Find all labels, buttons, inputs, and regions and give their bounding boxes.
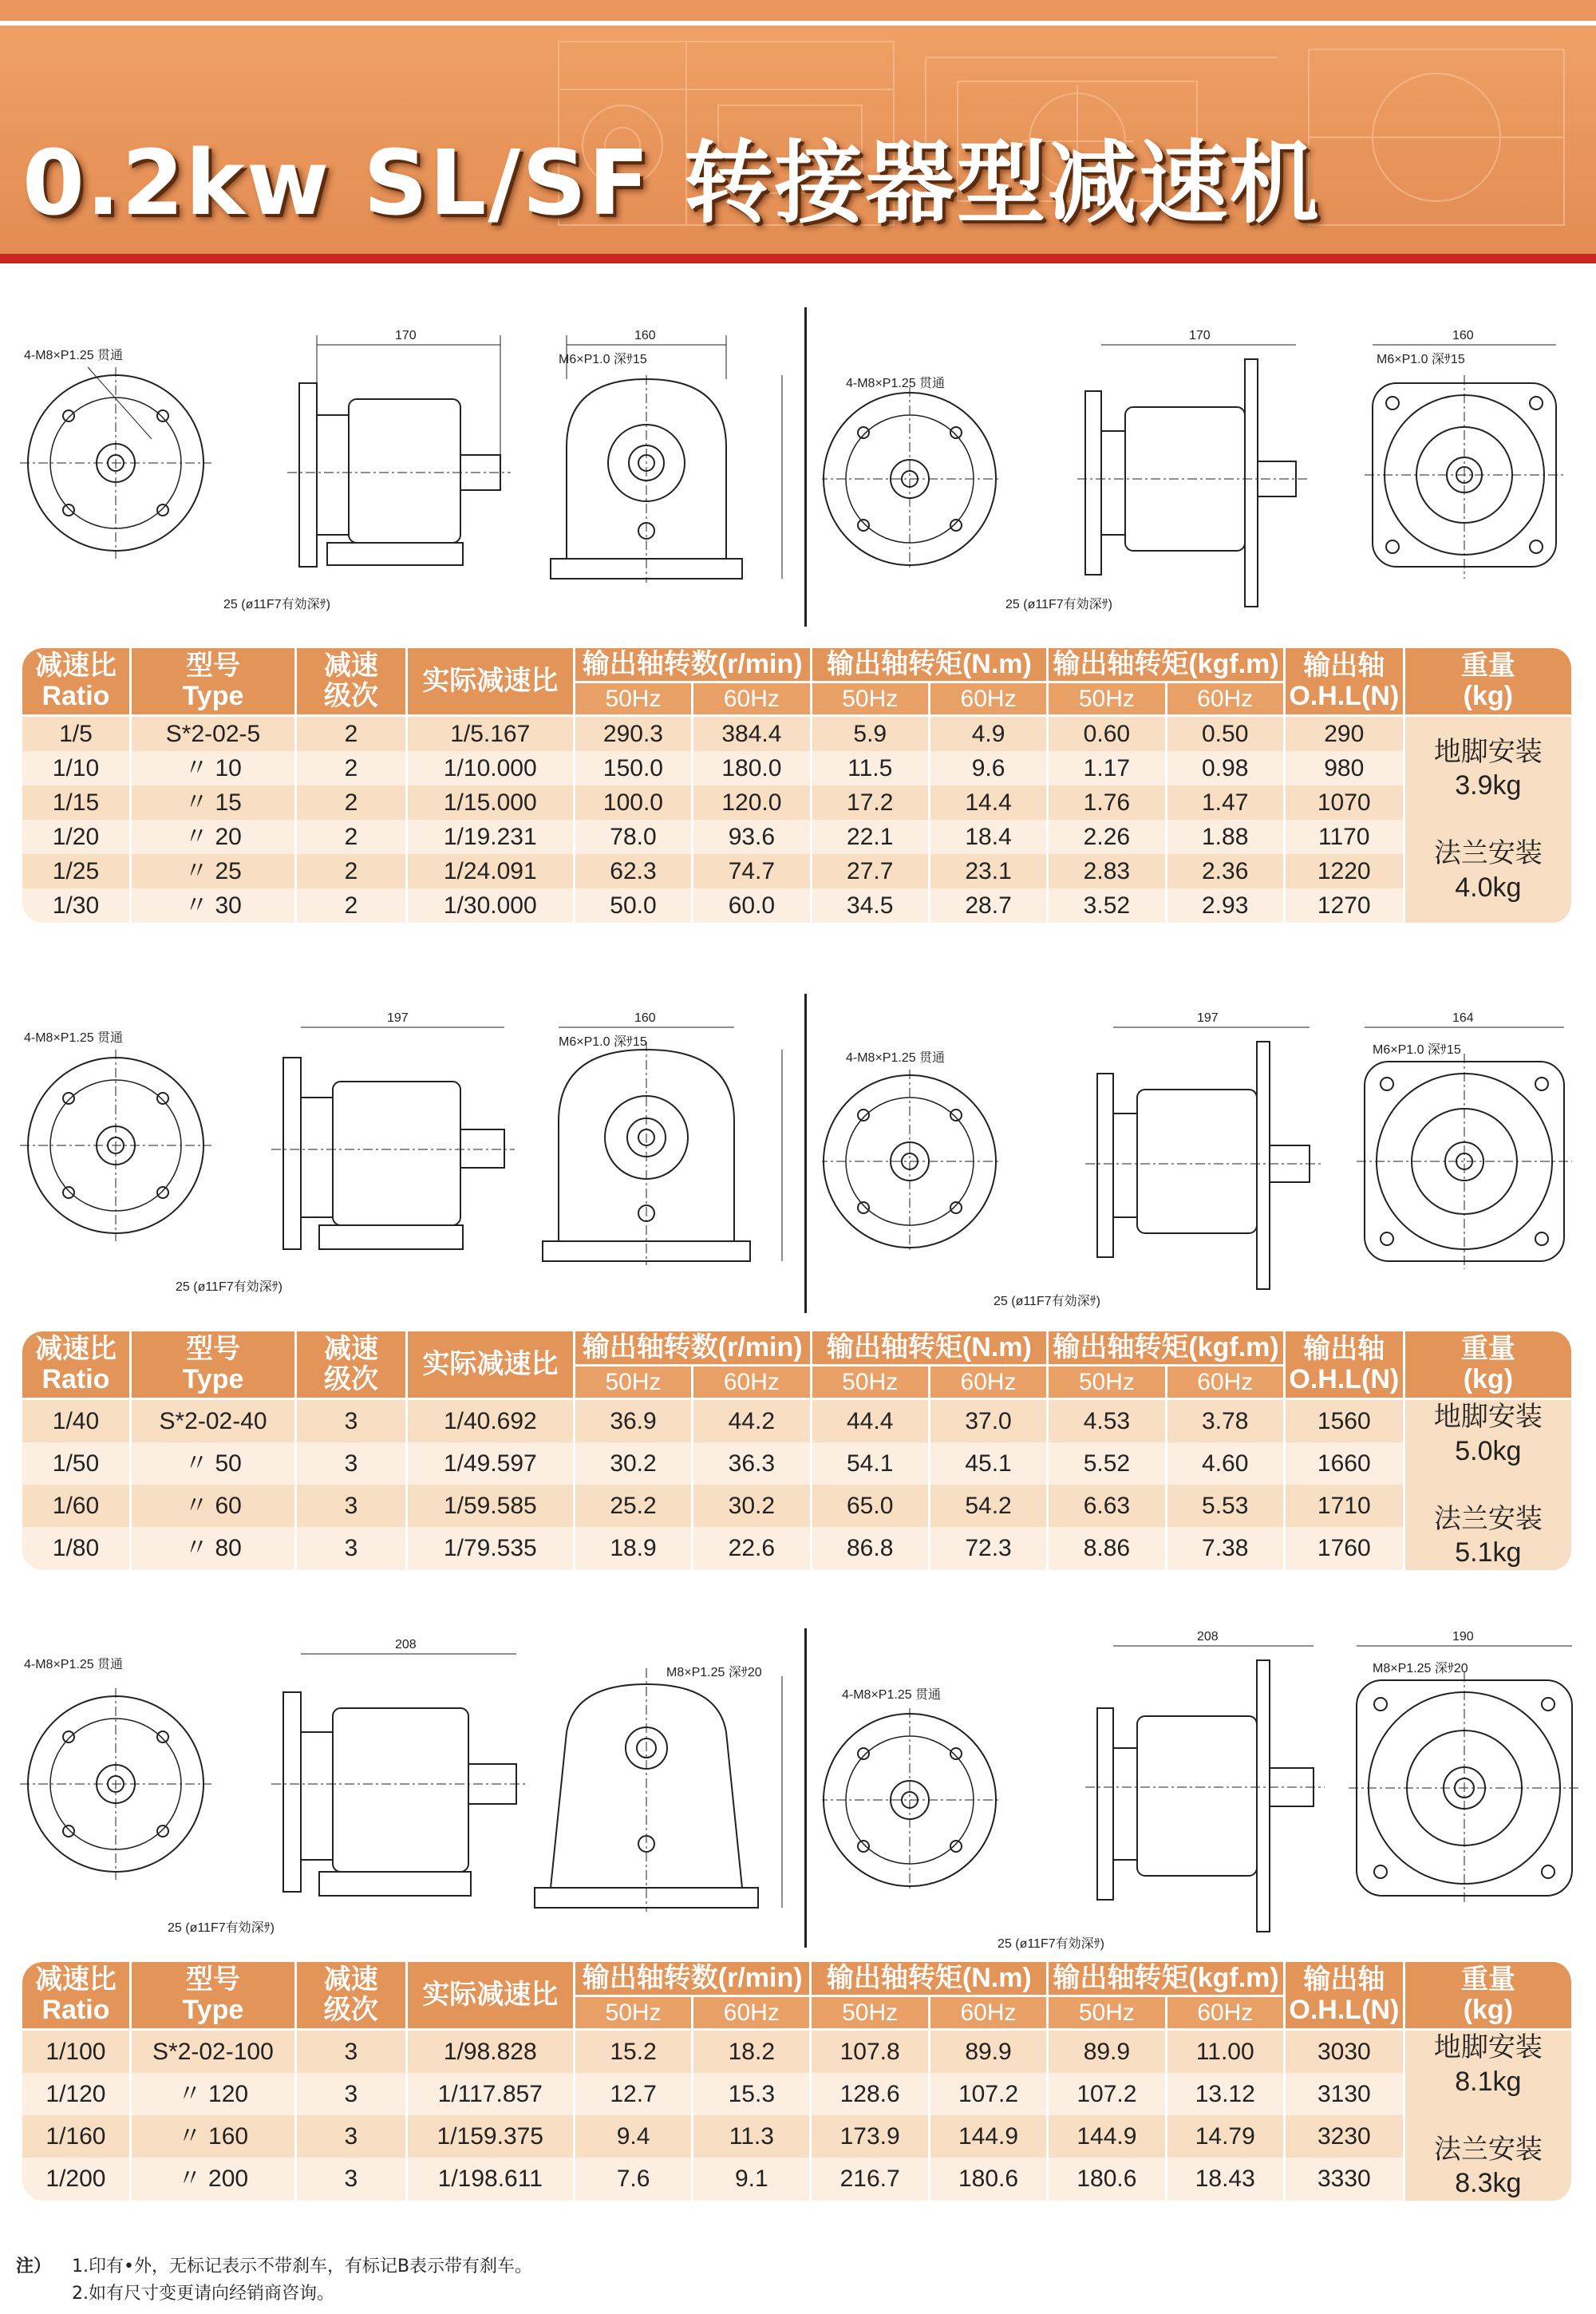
weight-cell: [1405, 2031, 1574, 2201]
weight-flange: 法兰安装4.0kg: [1433, 838, 1543, 903]
col-torque-nm: 输出轴转矩(N.m): [812, 1962, 1049, 1997]
table-row: 1/80 〃 80 3 1/79.535 18.9 22.6 86.8 72.3 8.86 7.38 1760: [22, 1527, 1574, 1569]
sub-50hz: 50Hz: [812, 1997, 930, 2031]
col-torque-kgf: 输出轴转矩(kgf.m): [1049, 1331, 1286, 1367]
sub-60hz: 60Hz: [930, 683, 1049, 717]
drawing-foot-mount-3: [16, 1612, 806, 1948]
col-ratio: 减速比 Ratio: [22, 1331, 132, 1400]
thread-note: 4-M8×P1.25 贯通: [24, 349, 124, 362]
weight-flange: 法兰安装8.3kg: [1433, 2134, 1543, 2198]
col-stage: 减速级次: [297, 1331, 408, 1400]
table-row: 1/160 〃 160 3 1/159.375 9.4 11.3 173.9 144.9 144.9 14.79 3230: [22, 2115, 1574, 2158]
drawing-foot-mount-2: [16, 986, 806, 1305]
thread-note: 4-M8×P1.25 贯通: [846, 377, 946, 390]
spec-table-1: [22, 648, 1574, 923]
side-thread-note: M6×P1.0 深ｻ15: [559, 353, 647, 366]
col-torque-kgf: 输出轴转矩(kgf.m): [1049, 648, 1286, 683]
col-ratio: 减速比 Ratio: [22, 648, 132, 717]
col-ratio: 减速比 Ratio: [22, 1962, 132, 2031]
drawing-flange-mount-2: [822, 978, 1588, 1313]
dim-flange-width: 160: [1452, 329, 1474, 342]
col-type: 型号 Type: [132, 1331, 297, 1400]
dim-overall-length: 197: [1197, 1011, 1219, 1025]
sub-60hz: 60Hz: [930, 1997, 1049, 2031]
dim-overall-length: 208: [1197, 1630, 1219, 1644]
table-row: 1/20 〃 20 2 1/19.231 78.0 93.6 22.1 18.4 2.26 1.88 1170: [22, 820, 1574, 854]
page-header: [0, 0, 1596, 263]
key-note: 25 (ø11F7有効深ｻ): [994, 1295, 1100, 1308]
col-weight: 重量 (kg): [1405, 1331, 1574, 1400]
sub-60hz: 60Hz: [1167, 1997, 1286, 2031]
col-stage: 减速级次: [297, 648, 408, 717]
thread-note: 4-M8×P1.25 贯通: [24, 1658, 124, 1671]
sub-60hz: 60Hz: [693, 683, 812, 717]
sub-50hz: 50Hz: [1049, 1997, 1167, 2031]
sub-50hz: 50Hz: [812, 683, 930, 717]
key-note: 25 (ø11F7有効深ｻ): [168, 1921, 275, 1935]
side-thread-note: M8×P1.25 深ｻ20: [666, 1666, 762, 1679]
col-weight: 重量 (kg): [1405, 648, 1574, 717]
sub-60hz: 60Hz: [930, 1367, 1049, 1400]
dim-flange-width: 164: [1452, 1011, 1474, 1025]
dim-overall-length: 197: [387, 1011, 409, 1025]
table-row: 1/15 〃 15 2 1/15.000 100.0 120.0 17.2 14.4 1.76 1.47 1070: [22, 785, 1574, 820]
side-thread-note: M8×P1.25 深ｻ20: [1373, 1662, 1468, 1675]
weight-cell: [1405, 717, 1574, 923]
col-torque-kgf: 输出轴转矩(kgf.m): [1049, 1962, 1286, 1997]
sub-50hz: 50Hz: [575, 683, 693, 717]
table-row: 1/120 〃 120 3 1/117.857 12.7 15.3 128.6 107.2 107.2 13.12 3130: [22, 2073, 1574, 2115]
spec-table-3: [22, 1962, 1574, 2201]
col-torque-nm: 输出轴转矩(N.m): [812, 1331, 1049, 1367]
col-actual-ratio: 实际减速比: [408, 1331, 575, 1400]
side-thread-note: M6×P1.0 深ｻ15: [1377, 353, 1465, 366]
sub-50hz: 50Hz: [575, 1997, 693, 2031]
thread-note: 4-M8×P1.25 贯通: [24, 1031, 124, 1045]
header-top-band: [0, 0, 1596, 21]
spec-table-2: [22, 1331, 1574, 1570]
sub-50hz: 50Hz: [1049, 1367, 1167, 1400]
table-row: 1/50 〃 50 3 1/49.597 30.2 36.3 54.1 45.1 5.52 4.60 1660: [22, 1442, 1574, 1485]
drawing-flange-mount-3: [822, 1604, 1588, 1956]
col-actual-ratio: 实际减速比: [408, 648, 575, 717]
table-row: 1/40 S*2-02-40 3 1/40.692 36.9 44.2 44.4 37.0 4.53 3.78 1560 地脚安装5.0kg 法兰安装5.1kg: [22, 1400, 1574, 1442]
col-output-speed: 输出轴转数(r/min): [575, 1331, 812, 1367]
weight-foot: 地脚安装3.9kg: [1433, 736, 1543, 801]
key-note: 25 (ø11F7有効深ｻ): [1005, 598, 1112, 611]
thread-note: 4-M8×P1.25 贯通: [846, 1051, 946, 1065]
col-weight: 重量 (kg): [1405, 1962, 1574, 2031]
sub-60hz: 60Hz: [1167, 683, 1286, 717]
side-thread-note: M6×P1.0 深ｻ15: [559, 1035, 647, 1049]
header-red-line: [0, 254, 1596, 263]
key-note: 25 (ø11F7有効深ｻ): [176, 1280, 282, 1294]
page-title: 0.2kw SL/SF 转接器型减速机: [22, 132, 1321, 235]
table-row: 1/200 〃 200 3 1/198.611 7.6 9.1 216.7 180.6 180.6 18.43 3330: [22, 2158, 1574, 2200]
col-ohl: 输出轴 O.H.L(N): [1286, 1331, 1405, 1400]
drawing-foot-mount-1: [16, 303, 806, 623]
note-line-2: 2.如有尺寸变更请向经销商咨询。: [72, 2284, 334, 2304]
sub-50hz: 50Hz: [575, 1367, 693, 1400]
dim-side-width: 160: [634, 1011, 656, 1025]
sub-50hz: 50Hz: [812, 1367, 930, 1400]
dim-side-width: 160: [634, 329, 656, 342]
col-ohl: 输出轴 O.H.L(N): [1286, 1962, 1405, 2031]
table-row: 1/10 〃 10 2 1/10.000 150.0 180.0 11.5 9.6 1.17 0.98 980: [22, 751, 1574, 785]
drawing-flange-mount-1: [822, 303, 1588, 623]
table-row: 1/30 〃 30 2 1/30.000 50.0 60.0 34.5 28.7 3.52 2.93 1270: [22, 888, 1574, 923]
dim-overall-length: 170: [1189, 329, 1211, 342]
col-torque-nm: 输出轴转矩(N.m): [812, 648, 1049, 683]
col-actual-ratio: 实际减速比: [408, 1962, 575, 2031]
col-type: 型号 Type: [132, 648, 297, 717]
col-output-speed: 输出轴转数(r/min): [575, 648, 812, 683]
side-thread-note: M6×P1.0 深ｻ15: [1373, 1043, 1461, 1057]
key-note: 25 (ø11F7有効深ｻ): [223, 598, 330, 611]
table-row: 1/5 S*2-02-5 2 1/5.167 290.3 384.4 5.9 4.9 0.60 0.50 290 地脚安装3.9kg 法兰安装4.0kg: [22, 717, 1574, 751]
weight-foot: 地脚安装8.1kg: [1433, 2032, 1543, 2097]
weight-flange: 法兰安装5.1kg: [1433, 1503, 1543, 1568]
drawing-separator: [804, 307, 807, 627]
sub-60hz: 60Hz: [693, 1367, 812, 1400]
note-line-1: 1.印有•外，无标记表示不带刹车，有标记B表示带有刹车。: [72, 2257, 533, 2276]
sub-50hz: 50Hz: [1049, 683, 1167, 717]
dim-flange-width: 190: [1452, 1630, 1474, 1644]
col-type: 型号 Type: [132, 1962, 297, 2031]
table-row: 1/60 〃 60 3 1/59.585 25.2 30.2 65.0 54.2 6.63 5.53 1710: [22, 1485, 1574, 1527]
notes-label: 注）: [16, 2257, 52, 2276]
table-row: 1/100 S*2-02-100 3 1/98.828 15.2 18.2 107.8 89.9 89.9 11.00 3030 地脚安装8.1kg 法兰安装8.3kg: [22, 2031, 1574, 2073]
weight-foot: 地脚安装5.0kg: [1433, 1402, 1543, 1466]
sub-60hz: 60Hz: [1167, 1367, 1286, 1400]
drawing-separator: [804, 994, 807, 1313]
weight-cell: [1405, 1400, 1574, 1570]
thread-note: 4-M8×P1.25 贯通: [842, 1688, 942, 1702]
sub-60hz: 60Hz: [693, 1997, 812, 2031]
key-note: 25 (ø11F7有効深ｻ): [998, 1937, 1104, 1951]
col-stage: 减速级次: [297, 1962, 408, 2031]
dim-overall-length: 170: [395, 329, 417, 342]
table-row: 1/25 〃 25 2 1/24.091 62.3 74.7 27.7 23.1 2.83 2.36 1220: [22, 854, 1574, 888]
dim-overall-length: 208: [395, 1638, 417, 1651]
drawing-separator: [804, 1628, 807, 1948]
col-output-speed: 输出轴转数(r/min): [575, 1962, 812, 1997]
col-ohl: 输出轴 O.H.L(N): [1286, 648, 1405, 717]
